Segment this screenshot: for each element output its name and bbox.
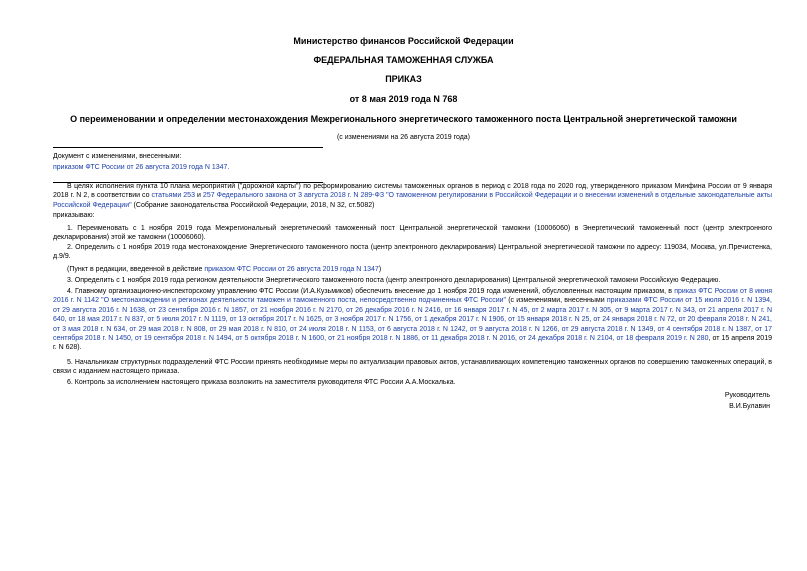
item-2: 2. Определить с 1 ноября 2019 года местонахождение Энергетического таможенного поста (центр электронного декларирования) Центральной энергетической таможни по адресу: 119034, Москва, ул.Пречистенка, д.9/9. [53,244,772,261]
document-type: ПРИКАЗ [385,74,422,84]
edition-note-text-b: ) [378,266,382,273]
preamble-text-1: В целях исполнения пункта 10 плана мероприятий ("дорожной карты") по реформированию системы таможенных органов в период с 2018 года по 2020 год, утвержденного приказом Минфина России от 9 января 2018 г. N 2, в соответствии со [53,183,772,200]
edition-note-link[interactable]: приказом ФТС России от 26 августа 2019 года N 1347 [204,266,379,273]
item-1: 1. Переименовать с 1 ноября 2019 года Межрегиональный энергетический таможенный пост Центральной энергетической таможни (10006060) в Энергетический таможенный пост (центр электронного декларирования) этой же таможни (10006060). [53,225,772,242]
item-4-text-a: 4. Главному организационно-инспекторскому управлению ФТС России (И.А.Кузьмиков) обеспечить внесение до 1 ноября 2019 года изменений, обусловленных настоящим приказом, в [67,288,675,295]
preamble-text-3: (Собрание законодательства Российской Федерации, 2018, N 32, ст.5082) [131,201,375,209]
document-title: О переименовании и определении местонахождения Межрегионального энергетического таможенного поста Центральной энергетической таможни [70,114,737,124]
amending-orders-link[interactable]: приказами ФТС России от 15 июля 2016 г. N 1394, от 29 августа 2016 г. N 1638, от 23 сентября 2016 г. N 1857, от 21 ноября 2016 г. N 2170, от 26 декабря 2016 г. N 2416, от 16 января 2017 г. N 45, от 2 марта 2017 г. N 305, от 9 марта 2017 г. N 343, от 21 апреля 2017 г. N 640, от 18 мая 2017 г. N 837, от 5 июля 2017 г. N 1119, от 13 октября 2017 г. N 1625, от 3 ноября 2017 г. N 1756, от 1 декабря 2017 г. N 1906, от 15 января 2018 г. N 25, от 24 января 2018 г. N 72, от 20 февраля 2018 г. N 241, от 3 мая 2018 г. N 634, от 29 мая 2018 г. N 808, от 29 мая 2018 г. N 810, от 24 июля 2018 г. N 1153, от 6 августа 2018 г. N 1242, от 9 августа 2018 г. N 1266, от 29 августа 2018 г. N 1349, от 4 сентября 2018 г. N 1387, от 17 сентября 2018 г. N 1450, от 19 сентября 2018 г. N 1494, от 5 октября 2018 г. N 1600, от 21 ноября 2018 г. N 1886, от 11 декабря 2018 г. N 2016, от 24 декабря 2018 г. N 2104, от 18 февраля 2019 г. N 280 [53,297,772,343]
item-4 [53,287,772,353]
order-word: приказываю: [53,212,95,219]
change-note-label: Документ с изменениями, внесенными: [53,153,182,160]
item-6: 6. Контроль за исполнением настоящего приказа возложить на заместителя руководителя ФТС России А.А.Москалька. [67,379,456,386]
revision-note: (с изменениями на 26 августа 2019 года) [336,134,471,141]
item-5: 5. Начальникам структурных подразделений ФТС России принять необходимые меры по актуализации правовых актов, устанавливающих компетенцию таможенных органов по совершению таможенных операций, в связи с изданием настоящего приказа. [53,359,772,376]
change-note [53,147,323,183]
change-note-link[interactable]: приказом ФТС России от 26 августа 2019 года N 1347. [53,164,230,171]
signatory-position: Руководитель [724,392,770,399]
federal-law-289-link[interactable]: 257 Федерального закона от 3 августа 2018 г. N 289-ФЗ "О таможенном регулировании в Российской Федерации и о внесении изменений в отдельные законодательные акты Российской Федерации" [53,192,772,209]
document-date-number: от 8 мая 2019 года N 768 [349,94,458,104]
signatory-name: В.И.Булавин [729,403,770,410]
item-2-edition-note [53,265,772,274]
law-article-253-link[interactable]: статьями 253 [151,192,195,200]
ministry-name: Министерство финансов Российской Федерации [293,36,514,46]
item-3: 3. Определить с 1 ноября 2019 года регионом деятельности Энергетического таможенного поста (центр электронного декларирования) Центральной энергетической таможни Российскую Федерацию. [67,277,721,284]
preamble-text-2: и [194,192,203,200]
edition-note-text-a: (Пункт в редакции, введенной в действие [67,266,205,273]
preamble-paragraph [53,182,772,210]
item-4-text-c: , от 15 апреля 2019 г. N 628). [53,335,772,352]
item-4-text-b: (с изменениями, внесенными [506,297,607,305]
service-name: ФЕДЕРАЛЬНАЯ ТАМОЖЕННАЯ СЛУЖБА [313,55,494,65]
order-1142-link[interactable]: приказ ФТС России от 8 июня 2016 г. N 1142 "О местонахождении и регионах деятельности таможен и таможенного поста, непосредственно подчиненных ФТС России" [53,288,772,305]
